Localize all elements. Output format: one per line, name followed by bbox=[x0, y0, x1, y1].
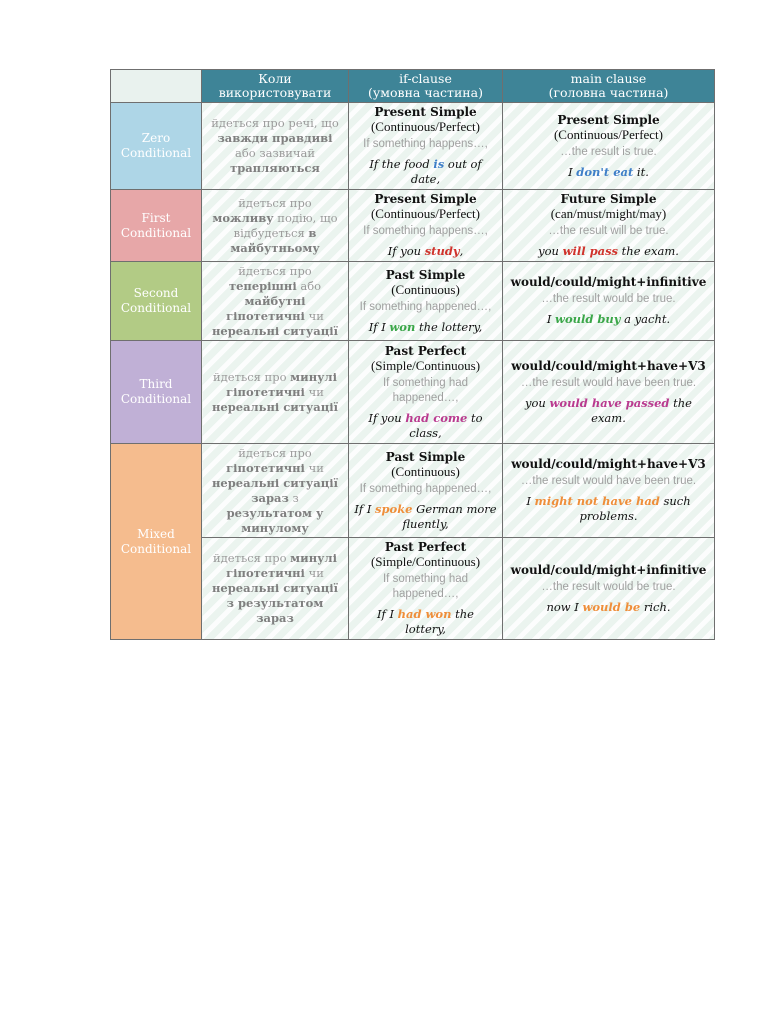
first-main-clause bbox=[503, 190, 715, 262]
zero-usage bbox=[202, 103, 349, 190]
zero-use-3: або зазвичай bbox=[234, 146, 316, 160]
mixed-b-main-clause bbox=[503, 538, 715, 640]
header-when-line2: використовувати bbox=[218, 85, 332, 100]
mixed-b-if-clause bbox=[349, 538, 503, 640]
first-name-2: Conditional bbox=[120, 225, 192, 240]
second-name-1: Second bbox=[133, 286, 179, 300]
second-conditional-label bbox=[111, 262, 202, 341]
mixed-a-usage: йдеться про гіпотетичні чи нереальні ситуації зараз з результатом у минулому bbox=[202, 444, 349, 538]
mixed-a-main-clause bbox=[503, 444, 715, 538]
row-zero-conditional bbox=[111, 103, 715, 190]
mixed-a-use-1: йдеться про bbox=[238, 445, 312, 460]
zero-main-sub: (Continuous/Perfect) bbox=[553, 126, 664, 142]
first-main-form: Future Simple bbox=[560, 192, 657, 206]
mixed-b-main-example: now I would be rich. bbox=[546, 599, 671, 614]
second-use-4: майбутні bbox=[244, 293, 306, 308]
zero-main-example: I don't eat it. bbox=[568, 164, 649, 179]
zero-if-sub: (Continuous/Perfect) bbox=[370, 119, 481, 134]
row-third-conditional bbox=[111, 341, 715, 444]
mixed-b-if-form: Past Perfect bbox=[384, 540, 467, 554]
mixed-b-usage: йдеться про минулі гіпотетичні чи нереальні ситуації з результатом зараз bbox=[202, 538, 349, 640]
first-if-clause bbox=[349, 190, 503, 262]
second-main-example: I would buy a yacht. bbox=[546, 312, 671, 326]
third-usage: йдеться про минулі гіпотетичні чи нереальні ситуації bbox=[202, 341, 349, 444]
header-blank-cell bbox=[111, 70, 202, 103]
first-usage: йдеться про можливу подію, що відбудеться в майбутньому bbox=[202, 190, 349, 262]
first-use-1: йдеться про bbox=[238, 195, 312, 210]
header-if-line2: (умовна частина) bbox=[368, 85, 483, 100]
second-if-sub: (Continuous) bbox=[391, 281, 460, 297]
row-mixed-conditional-a bbox=[111, 444, 715, 538]
zero-if-example: If the food is out of date, bbox=[369, 157, 482, 186]
third-main-example: you would have passed the exam. bbox=[525, 395, 692, 425]
zero-conditional-label bbox=[111, 103, 202, 190]
zero-main-form: Present Simple bbox=[557, 112, 660, 127]
zero-use-1: йдеться про речі, що bbox=[211, 116, 339, 130]
mixed-b-if-placeholder: If something had happened…, bbox=[382, 573, 469, 600]
zero-main-clause bbox=[503, 103, 715, 190]
mixed-a-if-clause bbox=[349, 444, 503, 538]
third-main-clause bbox=[503, 341, 715, 444]
first-if-example: If you study, bbox=[387, 244, 464, 258]
zero-if-form: Present Simple bbox=[374, 105, 477, 119]
zero-main-placeholder: …the result is true. bbox=[560, 145, 657, 158]
row-second-conditional bbox=[111, 262, 715, 341]
second-main-placeholder: …the result would be true. bbox=[541, 293, 676, 305]
mixed-a-if-placeholder: If something happened…, bbox=[359, 482, 492, 495]
second-name-2: Conditional bbox=[120, 301, 192, 315]
zero-if-clause bbox=[349, 103, 503, 190]
conditionals-sheet bbox=[110, 69, 714, 640]
first-main-example: you will pass the exam. bbox=[538, 244, 679, 258]
mixed-conditional-label bbox=[111, 444, 202, 640]
header-if-line1: if-clause bbox=[399, 71, 452, 86]
mixed-name-2: Conditional bbox=[120, 541, 192, 556]
mixed-a-main-placeholder: …the result would have been true. bbox=[520, 475, 697, 487]
second-if-clause bbox=[349, 262, 503, 341]
first-conditional-label bbox=[111, 190, 202, 262]
third-if-clause bbox=[349, 341, 503, 444]
mixed-a-if-form: Past Simple bbox=[385, 449, 466, 464]
second-use-7: нереальні ситуації bbox=[212, 323, 338, 338]
third-name-1: Third bbox=[139, 377, 173, 391]
zero-use-2: завжди правдиві bbox=[217, 131, 333, 145]
third-conditional-label bbox=[111, 341, 202, 444]
first-if-form: Present Simple bbox=[374, 192, 477, 206]
mixed-b-if-sub: (Simple/Continuous) bbox=[370, 554, 481, 569]
first-if-placeholder: If something happens…, bbox=[363, 225, 488, 237]
third-if-example: If you had come to class, bbox=[368, 410, 483, 440]
second-if-form: Past Simple bbox=[385, 267, 466, 282]
mixed-b-main-placeholder: …the result would be true. bbox=[541, 580, 676, 593]
mixed-a-if-sub: (Continuous) bbox=[391, 463, 460, 479]
zero-if-placeholder: If something happens…, bbox=[363, 138, 488, 150]
third-if-sub: (Simple/Continuous) bbox=[370, 357, 481, 373]
second-main-clause bbox=[503, 262, 715, 341]
row-first-conditional bbox=[111, 190, 715, 262]
header-when-line1: Коли bbox=[258, 71, 292, 86]
first-main-placeholder: …the result will be true. bbox=[548, 225, 669, 237]
third-use-5: нереальні ситуації bbox=[212, 399, 338, 414]
zero-name-2: Conditional bbox=[120, 146, 192, 160]
third-main-placeholder: …the result would have been true. bbox=[520, 376, 697, 389]
header-when-to-use bbox=[202, 70, 349, 103]
first-if-sub: (Continuous/Perfect) bbox=[370, 206, 481, 221]
header-main-clause bbox=[503, 70, 715, 103]
header-if-clause bbox=[349, 70, 503, 103]
zero-use-4: трапляються bbox=[230, 161, 320, 175]
mixed-a-main-example: I might not have had such problems. bbox=[526, 494, 691, 523]
mixed-b-main-form: would/could/might+infinitive bbox=[510, 562, 707, 577]
third-main-form: would/could/might+have+V3 bbox=[511, 358, 706, 373]
second-use-1: йдеться про bbox=[238, 263, 312, 278]
mixed-a-main-form: would/could/might+have+V3 bbox=[511, 457, 706, 471]
first-name-1: First bbox=[141, 210, 171, 225]
mixed-a-if-example: If I spoke German more fluently, bbox=[354, 501, 497, 531]
row-mixed-conditional-b bbox=[111, 538, 715, 640]
first-use-6: майбутньому bbox=[230, 240, 320, 255]
mixed-b-if-example: If I had won the lottery, bbox=[377, 607, 474, 636]
second-if-example: If I won the lottery, bbox=[368, 319, 483, 334]
second-usage: йдеться про теперішні або майбутні гіпотетичні чи нереальні ситуації bbox=[202, 262, 349, 341]
conditionals-table bbox=[110, 69, 715, 640]
third-if-form: Past Perfect bbox=[384, 343, 467, 358]
header-main-line1: main clause bbox=[570, 71, 647, 86]
first-main-sub: (can/must/might/may) bbox=[550, 206, 667, 221]
second-main-form: would/could/might+infinitive bbox=[510, 275, 707, 289]
first-use-2: можливу bbox=[212, 210, 274, 225]
third-name-2: Conditional bbox=[120, 392, 192, 406]
zero-name-1: Zero bbox=[141, 131, 171, 145]
header-main-line2: (головна частина) bbox=[548, 85, 669, 100]
header-row bbox=[111, 70, 715, 103]
second-if-placeholder: If something happened…, bbox=[359, 300, 492, 313]
third-if-placeholder: If something had happened…, bbox=[382, 376, 469, 404]
mixed-name-1: Mixed bbox=[137, 526, 175, 541]
